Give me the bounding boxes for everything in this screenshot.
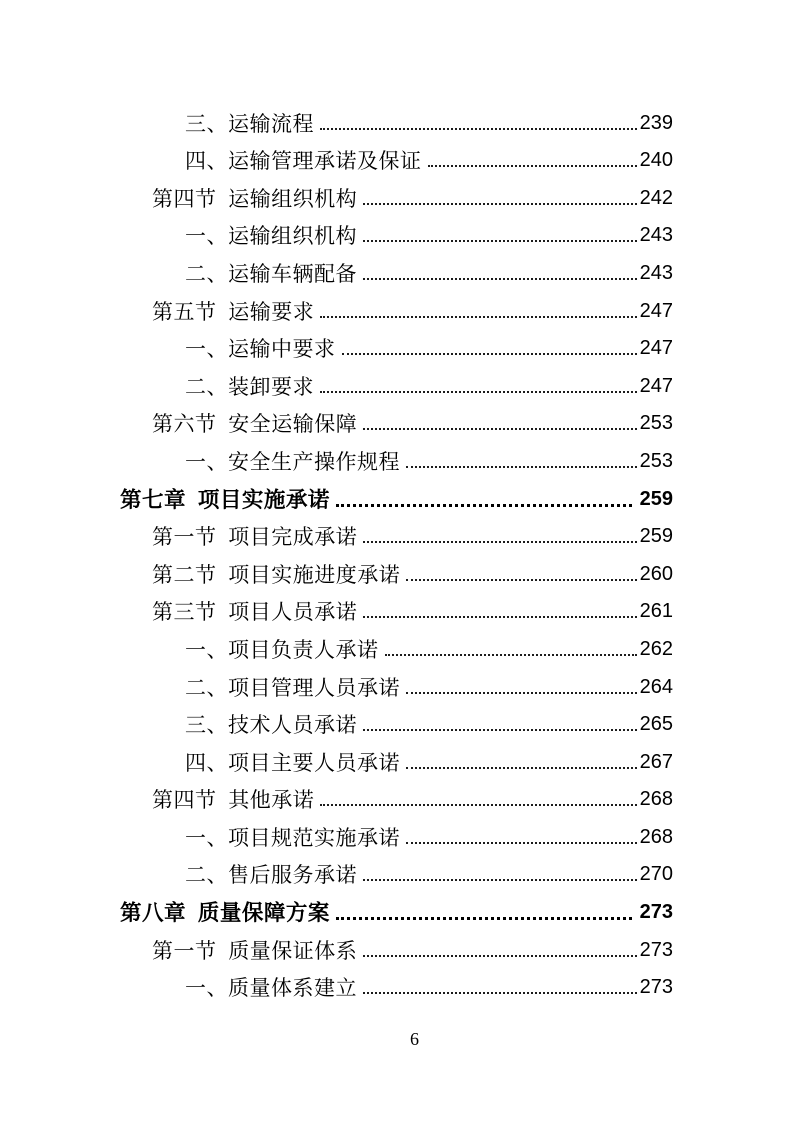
toc-entry[interactable] [120,928,673,966]
toc-entry-page-number: 240 [639,149,673,172]
toc-entry-label: 一、运输中要求 [185,337,336,362]
toc-entry-page-number: 253 [639,412,673,435]
toc-entry-page-number: 268 [639,825,673,848]
toc-entry-label: 一、安全生产操作规程 [185,449,400,474]
toc-entry-label: 第八章 质量保障方案 [120,901,330,926]
toc-entry[interactable] [120,289,673,327]
toc-entry-page-number: 267 [639,750,673,773]
toc-entry-page-number: 264 [639,675,673,698]
toc-entry[interactable] [120,439,673,477]
toc-entry[interactable] [120,703,673,741]
toc-entry-page-number: 239 [639,111,673,134]
toc-entry-page-number: 260 [639,562,673,585]
toc-entry-label: 第四节 其他承诺 [152,788,315,813]
toc-entry[interactable] [120,101,673,139]
toc-entry-label: 三、运输流程 [185,111,314,136]
toc-entry-page-number: 243 [639,224,673,247]
toc-entry[interactable] [120,402,673,440]
toc-entry[interactable] [120,327,673,365]
toc-entry-page-number: 259 [639,487,673,510]
table-of-contents [120,101,673,1003]
toc-entry[interactable] [120,590,673,628]
toc-entry[interactable] [120,477,673,515]
toc-entry-label: 第三节 项目人员承诺 [152,600,358,625]
page-footer [0,1029,793,1050]
toc-entry-page-number: 243 [639,261,673,284]
toc-entry-label: 第四节 运输组织机构 [152,186,358,211]
toc-entry-page-number: 261 [639,600,673,623]
toc-entry-page-number: 242 [639,186,673,209]
toc-entry-label: 一、项目负责人承诺 [185,637,379,662]
toc-entry[interactable] [120,251,673,289]
toc-entry[interactable] [120,853,673,891]
toc-entry-page-number: 262 [639,637,673,660]
toc-entry[interactable] [120,214,673,252]
toc-entry[interactable] [120,815,673,853]
toc-entry-label: 二、项目管理人员承诺 [185,675,400,700]
toc-entry[interactable] [120,364,673,402]
toc-entry[interactable] [120,139,673,177]
toc-entry[interactable] [120,740,673,778]
toc-entry-label: 四、运输管理承诺及保证 [185,149,422,174]
toc-entry-label: 二、运输车辆配备 [185,261,357,286]
toc-entry-page-number: 273 [639,938,673,961]
toc-entry-label: 第五节 运输要求 [152,299,315,324]
toc-entry[interactable] [120,515,673,553]
toc-entry-label: 第六节 安全运输保障 [152,412,358,437]
toc-entry-label: 二、售后服务承诺 [185,863,357,888]
toc-entry-page-number: 270 [639,863,673,886]
toc-entry-page-number: 247 [639,299,673,322]
toc-entry[interactable] [120,966,673,1004]
toc-entry-label: 二、装卸要求 [185,374,314,399]
toc-entry-page-number: 273 [639,901,673,924]
toc-entry[interactable] [120,627,673,665]
toc-entry-label: 三、技术人员承诺 [185,713,357,738]
toc-entry[interactable] [120,890,673,928]
toc-entry[interactable] [120,176,673,214]
toc-entry-page-number: 259 [639,525,673,548]
toc-entry-page-number: 273 [639,976,673,999]
toc-entry-label: 一、运输组织机构 [185,224,357,249]
toc-entry-label: 四、项目主要人员承诺 [185,750,400,775]
toc-entry[interactable] [120,665,673,703]
toc-entry-label: 第七章 项目实施承诺 [120,487,330,512]
footer-page-number: 6 [410,1029,419,1049]
toc-entry-page-number: 247 [639,374,673,397]
toc-entry-page-number: 268 [639,788,673,811]
toc-entry-label: 一、质量体系建立 [185,976,357,1001]
toc-entry[interactable] [120,552,673,590]
toc-entry-page-number: 253 [639,449,673,472]
toc-entry-label: 第二节 项目实施进度承诺 [152,562,401,587]
toc-entry-label: 第一节 质量保证体系 [152,938,358,963]
toc-entry-label: 第一节 项目完成承诺 [152,525,358,550]
toc-entry-page-number: 247 [639,337,673,360]
toc-entry-page-number: 265 [639,713,673,736]
toc-entry[interactable] [120,778,673,816]
toc-entry-label: 一、项目规范实施承诺 [185,825,400,850]
